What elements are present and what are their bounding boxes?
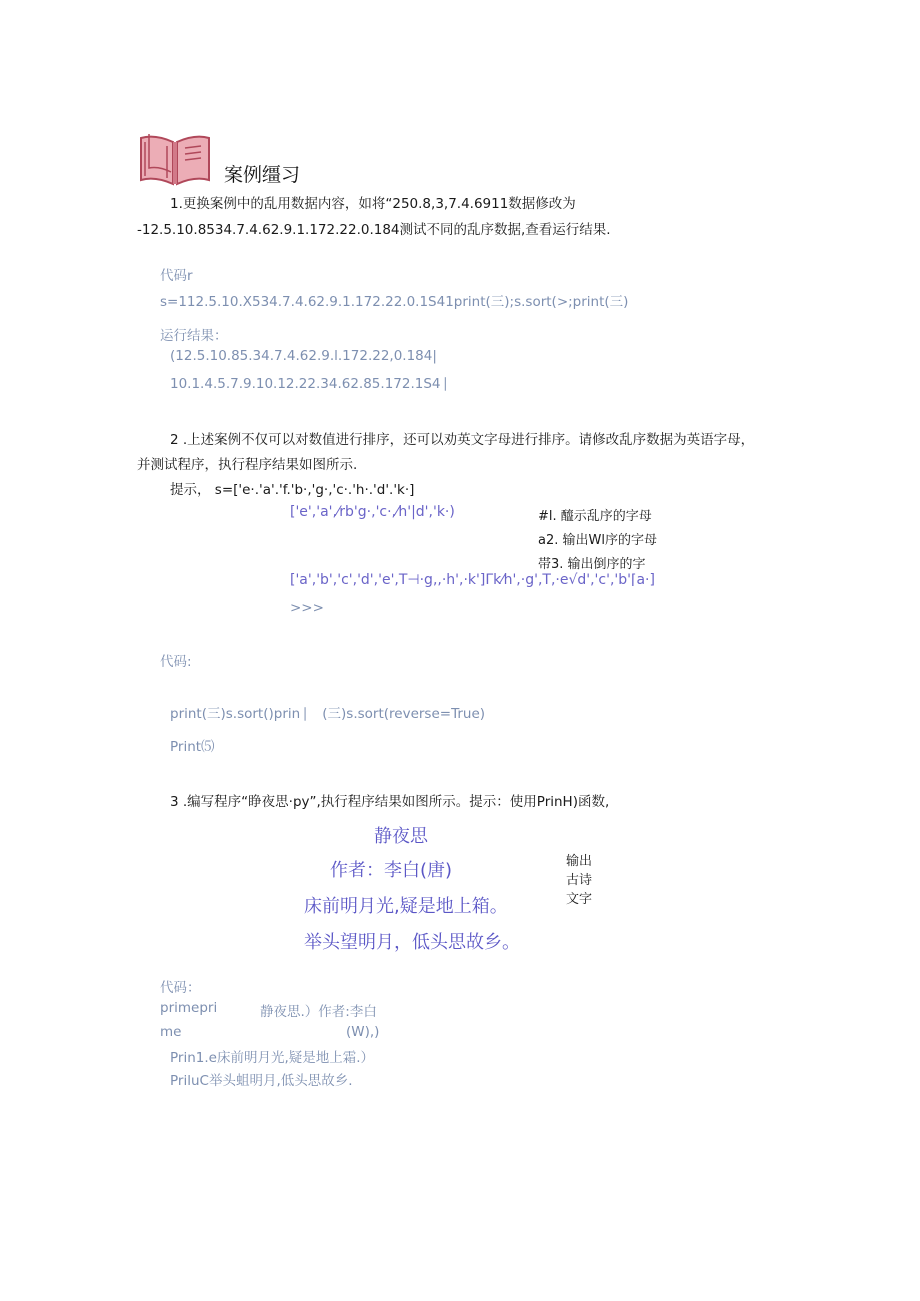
open-book-icon xyxy=(137,128,213,188)
poem-line2: 举头望明月，低头思故乡。 xyxy=(304,932,520,953)
ex2-note2: a2. 输出Wl序的字母 xyxy=(538,533,657,548)
ex3-side-note3: 文字 xyxy=(566,892,593,907)
ex2-code-line1: print(三)s.sort()prin ⎸ (三)s.sort(reverse=True) xyxy=(170,706,486,722)
poem-author: 作者：李白(唐) xyxy=(330,860,453,881)
section-title: 案例缰习 xyxy=(224,164,301,186)
ex2-note3: 帯3. 输出倒序的字 xyxy=(538,557,646,572)
ex2-output-line1: ['e','a',⁄rb'g·,'c·,⁄h'|d','k·) xyxy=(290,504,455,520)
ex2-code-label: 代码: xyxy=(160,654,192,670)
ex1-code-line: s=112.5.10.X534.7.4.62.9.1.172.22.0.1S41print(三);s.sort(>;print(三) xyxy=(160,294,629,310)
poem-title: 静夜思 xyxy=(374,826,428,847)
ex1-result-line2: 10.1.4.5.7.9.10.12.22.34.62.85.172.1S4 ⎸ xyxy=(170,376,459,392)
ex2-line2: 并测试程序，执行程序结果如图所示. xyxy=(137,457,358,473)
ex3-code-d: PriluC举头蛆明月,低头思故乡. xyxy=(170,1073,353,1089)
ex1-result-line1: (12.5.10.85.34.7.4.62.9.l.172.22,0.184| xyxy=(170,348,437,364)
poem-line1: 床前明月光,疑是地上箱。 xyxy=(304,896,508,917)
ex3-code-a1: primepri xyxy=(160,1000,218,1016)
ex1-line2: -12.5.10.8534.7.4.62.9.1.172.22.0.184测试不同的乱序数据,查看运行结果. xyxy=(137,222,611,238)
ex3-code-b2: (W),) xyxy=(346,1024,380,1040)
ex1-result-label: 运行结果： xyxy=(160,328,228,344)
ex1-line1: 1.更换案例中的乱用数据内容，如将“250.8,3,7.4.6911数据修改为 xyxy=(170,196,576,212)
ex2-line1: 2 .上述案例不仅可以对数值进行排序，还可以劝英文字母进行排序。请修改乱序数据为英语字母， xyxy=(170,432,755,448)
ex1-code-label: 代码r xyxy=(160,268,193,284)
ex3-code-a2: 静夜思.）作者:李白 xyxy=(260,1004,377,1020)
ex2-prompt: >>> xyxy=(290,600,324,616)
ex2-code-line2: Print⑸ xyxy=(170,739,215,755)
ex3-code-b1: me xyxy=(160,1024,182,1040)
ex2-note1: #l. 醯示乱序的字母 xyxy=(538,509,652,524)
ex3-code-label: 代码： xyxy=(160,980,201,996)
ex3-side-note1: 输出 xyxy=(566,854,593,869)
ex3-side-note2: 古诗 xyxy=(566,873,593,888)
ex2-output-line2: ['a','b','c','d','e',T⊣·g,,·h',·k']Γk⁄h',·g',T,·e√d','c','b'⌈a·] xyxy=(290,572,655,588)
ex3-code-c: Prin1.e床前明月光,疑是地上霜.） xyxy=(170,1050,375,1066)
ex3-line1: 3 .编写程序“睁夜思·py”,执行程序结果如图所示。提示：使用PrinH)函数, xyxy=(170,794,610,810)
ex2-hint: 提示， s=['e·.'a'.'f.'b·,'g·,'c·.'h·.'d'.'k·] xyxy=(170,482,415,498)
